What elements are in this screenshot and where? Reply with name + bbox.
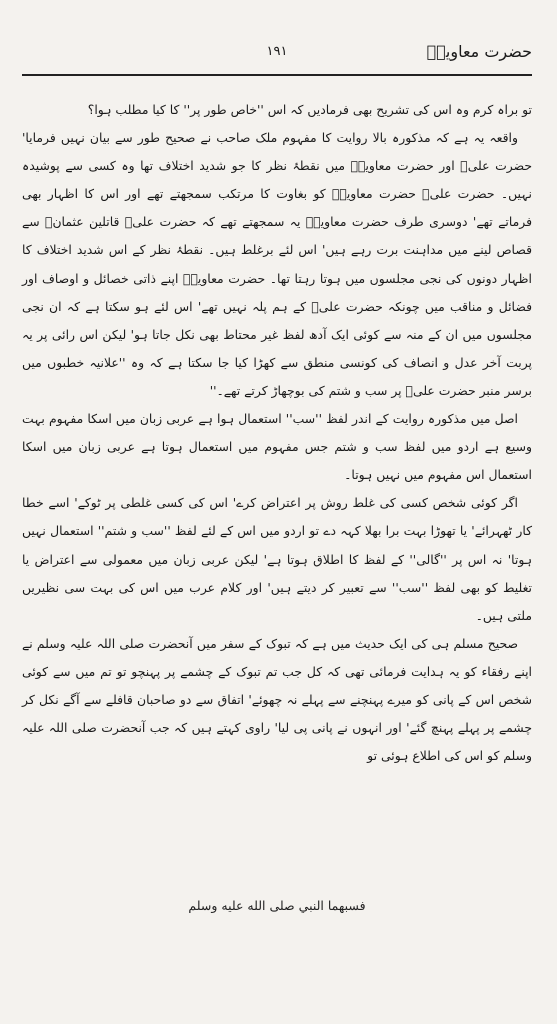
page-header	[22, 40, 532, 76]
paragraph-4: اگر کوئی شخص کسی کی غلط روش پر اعتراض کرے' اس کی کسی غلطی پر ٹوکے' اسے خطا کار ٹھہرائے' یا تھوڑا بہت برا بھلا کہہ دے تو اردو میں اس کے لئے لفظ ''سب و شتم'' استعمال نہیں ہوتا' نہ اس پر ''گالی'' کے لفظ کا اطلاق ہوتا ہے' لیکن عربی زبان میں معمولی سے اعتراض یا تغلیط کو بھی لفظ ''سب'' سے تعبیر کر دیتے ہیں' اور کلام عرب میں اس کی بہت سی نظیریں ملتی ہیں۔	[22, 495, 532, 623]
header-rule	[22, 74, 532, 76]
paragraph-2: واقعہ یہ ہے کہ مذکورہ بالا روایت کا مفہوم ملک صاحب نے صحیح طور سے بیان نہیں فرمایا' حضرت علیؓ اور حضرت معاویہؓ میں نقطۂ نظر کا جو شدید اختلاف تھا وہ کسی سے پوشیدہ نہیں۔ حضرت علیؓ حضرت معاویہؓ کو بغاوت کا مرتکب سمجھتے تھے اور اس کا اظہار بھی فرماتے تھے' دوسری طرف حضرت معاویہؓ یہ سمجھتے تھے کہ حضرت علیؓ قاتلین عثمانؓ سے قصاص لینے میں مداہنت برت رہے ہیں' اس لئے برغلط ہیں۔ نقطۂ نظر کے اس شدید اختلاف کا اظہار دونوں کی نجی مجلسوں میں ہوتا رہتا تھا۔ حضرت معاویہؓ اپنے ذاتی خصائل و اوصاف اور فضائل و مناقب میں چونکہ حضرت علیؓ کے ہم پلہ نہیں تھے' اس لئے ہو سکتا ہے کہ ان نجی مجلسوں میں ان کے منہ سے کوئی ایک آدھ لفظ غیر محتاط بھی نکل جاتا ہو' لیکن اس رائی پر یہ پربت آخر عدل و انصاف کی کونسی منطق سے کھڑا کیا جا سکتا ہے کہ وہ ''علانیہ خطبوں میں برسر منبر حضرت علیؓ پر سب و شتم کی بوچھاڑ کرتے تھے۔''	[22, 130, 532, 398]
paragraph-1: تو براہ کرم وہ اس کی تشریح بھی فرمادیں کہ اس ''خاص طور پر'' کا کیا مطلب ہوا؟	[87, 102, 532, 117]
arabic-quote: فسبهما النبي صلى الله عليه وسلم	[188, 898, 366, 913]
running-title: حضرت معاویہؓ	[426, 42, 532, 61]
page-number: ۱۹۱	[266, 44, 288, 59]
paragraph-5: صحیح مسلم ہی کی ایک حدیث میں ہے کہ تبوک کے سفر میں آنحضرت صلی اللہ علیہ وسلم نے اپنے رفقاء کو یہ ہدایت فرمائی تھی کہ کل جب تم تبوک کے چشمے پر پہنچو تو تم میں سے کوئی شخص اس کے پانی کو میرے پہنچنے سے پہلے نہ چھوئے' اتفاق سے دو صاحبان قافلے سے آگے نکل کر چشمے پر پہلے پہنچ گئے' اور انہوں نے پانی پی لیا' راوی کہتے ہیں کہ جب آنحضرت صلی اللہ علیہ وسلم کو اس کی اطلاع ہوئی تو	[22, 635, 532, 764]
paragraph-3: اصل میں مذکورہ روایت کے اندر لفظ ''سب'' استعمال ہوا ہے عربی زبان میں اسکا مفہوم بہت وسیع ہے اردو میں لفظ سب و شتم جس مفہوم میں استعمال ہوتا ہے عربی زبان میں اسکا استعمال اس مفہوم میں نہیں ہوتا۔	[22, 411, 532, 483]
page-body	[22, 96, 532, 770]
